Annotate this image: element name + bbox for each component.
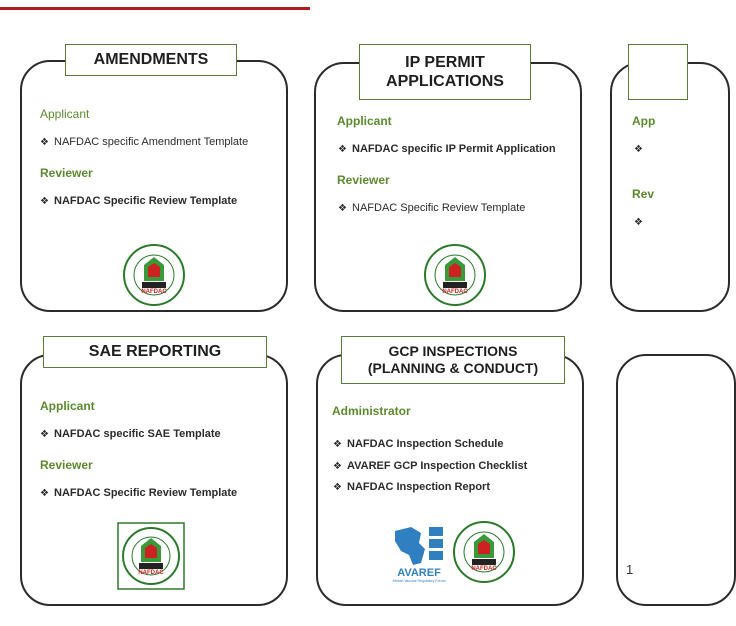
nafdac-logo-text: NAFDAC	[471, 566, 497, 572]
nafdac-logo-icon	[450, 520, 518, 584]
sae-title	[43, 336, 267, 368]
amendments-applicant-label: Applicant	[40, 107, 90, 121]
amendments-title	[65, 44, 237, 76]
gcp-title-line2: (PLANNING & CONDUCT)	[367, 360, 539, 376]
sae-applicant-item-text: NAFDAC specific SAE Template	[54, 428, 221, 440]
partial-bullet-1	[634, 143, 648, 155]
gcp-item-2-text: AVAREF GCP Inspection Checklist	[347, 460, 528, 472]
ip-permit-reviewer-item-text: NAFDAC Specific Review Template	[352, 202, 526, 214]
ip-permit-applicant-item	[338, 143, 556, 155]
diamond-bullet-icon: ❖	[333, 461, 342, 472]
gcp-title	[341, 336, 565, 384]
avaref-tagline-text: African Vaccine Regulatory Forum	[392, 579, 446, 583]
ip-permit-title-line2: APPLICATIONS	[386, 73, 504, 90]
gcp-item-3-text: NAFDAC Inspection Report	[347, 481, 490, 493]
diamond-bullet-icon: ❖	[338, 203, 347, 214]
ip-permit-title	[359, 44, 531, 100]
gcp-item-3	[333, 481, 490, 493]
diamond-bullet-icon: ❖	[333, 439, 342, 450]
sae-reviewer-item-text: NAFDAC Specific Review Template	[54, 487, 238, 499]
partial-card-right-bottom	[616, 354, 736, 606]
diamond-bullet-icon: ❖	[634, 144, 643, 155]
partial-applicant-label: App	[632, 114, 656, 128]
amendments-reviewer-item-text: NAFDAC Specific Review Template	[54, 195, 238, 207]
diamond-bullet-icon: ❖	[333, 482, 342, 493]
nafdac-logo-icon	[421, 243, 489, 307]
sae-reviewer-label: Reviewer	[40, 458, 93, 472]
ip-permit-applicant-label: Applicant	[337, 114, 392, 128]
ip-permit-reviewer-item	[338, 202, 525, 214]
nafdac-logo-icon	[120, 243, 188, 307]
diamond-bullet-icon: ❖	[40, 196, 49, 207]
avaref-logo-icon	[391, 525, 447, 583]
sae-reviewer-item	[40, 487, 237, 499]
page-number: 1	[626, 562, 634, 577]
ip-permit-title-line1: IP PERMIT	[405, 53, 485, 71]
gcp-item-1-text: NAFDAC Inspection Schedule	[347, 438, 504, 450]
gcp-item-1	[333, 438, 503, 450]
diamond-bullet-icon: ❖	[40, 429, 49, 440]
nafdac-logo-icon	[117, 522, 185, 590]
amendments-applicant-item-text: NAFDAC specific Amendment Template	[54, 136, 249, 148]
nafdac-logo-text: NAFDAC	[138, 570, 164, 576]
sae-applicant-item	[40, 428, 221, 440]
partial-reviewer-label: Rev	[632, 187, 655, 201]
nafdac-logo-text: NAFDAC	[442, 289, 468, 295]
diamond-bullet-icon: ❖	[40, 137, 49, 148]
nafdac-logo-text: NAFDAC	[141, 289, 167, 295]
diamond-bullet-icon: ❖	[40, 488, 49, 499]
diamond-bullet-icon: ❖	[338, 144, 347, 155]
amendments-applicant-item	[40, 136, 248, 148]
gcp-item-2	[333, 460, 527, 472]
ip-permit-reviewer-label: Reviewer	[337, 173, 390, 187]
sae-title-text: SAE REPORTING	[88, 343, 222, 361]
partial-bullet-2	[634, 216, 648, 228]
gcp-title-line1: GCP INSPECTIONS	[388, 343, 518, 360]
avaref-logo-text: AVAREF	[397, 567, 441, 579]
partial-title-right-top	[628, 44, 688, 100]
amendments-title-text: AMENDMENTS	[93, 51, 209, 69]
diamond-bullet-icon: ❖	[634, 217, 643, 228]
amendments-reviewer-label: Reviewer	[40, 166, 93, 180]
ip-permit-applicant-item-text: NAFDAC specific IP Permit Application	[352, 143, 556, 155]
amendments-reviewer-item	[40, 195, 237, 207]
gcp-admin-label: Administrator	[332, 404, 411, 418]
sae-applicant-label: Applicant	[40, 399, 95, 413]
header-rule	[0, 7, 310, 10]
